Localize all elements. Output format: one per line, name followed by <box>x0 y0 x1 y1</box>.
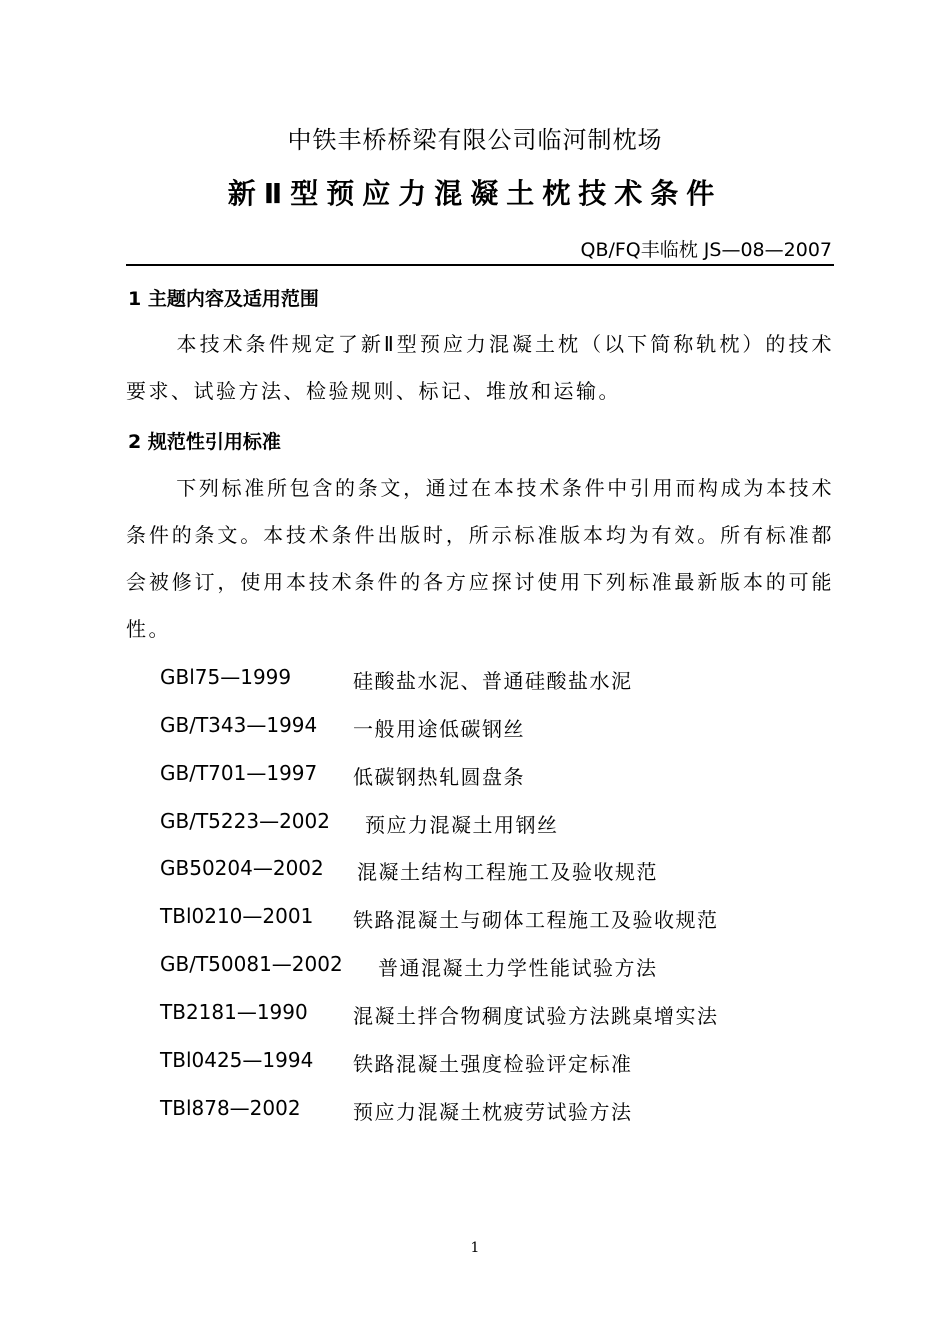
standard-code: GB/T50081—2002 <box>160 952 343 976</box>
standard-code: GB50204—2002 <box>160 856 324 880</box>
standard-name: 预应力混凝土枕疲劳试验方法 <box>353 1100 633 1124</box>
standard-name: 预应力混凝土用钢丝 <box>365 813 559 837</box>
section-1-paragraph <box>126 321 834 415</box>
standard-name: 低碳钢热轧圆盘条 <box>353 765 525 789</box>
document-number: QB/FQ丰临枕 JS—08—2007 <box>580 239 832 261</box>
standard-name: 铁路混凝土与砌体工程施工及验收规范 <box>353 908 719 932</box>
section-2-heading: 2 规范性引用标准 <box>128 431 281 453</box>
section-1-heading: 1 主题内容及适用范围 <box>128 288 319 310</box>
document-title: 新Ⅱ型预应力混凝土枕技术条件 <box>227 177 723 210</box>
standard-name: 一般用途低碳钢丝 <box>353 717 525 741</box>
standard-name: 混凝土拌合物稠度试验方法跳桌增实法 <box>353 1004 719 1028</box>
standard-code: GB/T5223—2002 <box>160 809 330 833</box>
company-name: 中铁丰桥桥梁有限公司临河制枕场 <box>287 126 663 154</box>
standard-name: 硅酸盐水泥、普通硅酸盐水泥 <box>353 669 633 693</box>
standard-name: 混凝土结构工程施工及验收规范 <box>357 860 658 884</box>
section-2-text: 下列标准所包含的条文，通过在本技术条件中引用而构成为本技术条件的条文。本技术条件出版时，所示标准版本均为有效。所有标准都会被修订，使用本技术条件的各方应探讨使用下列标准最新版本的可能性。 <box>126 476 834 641</box>
page-number: 1 <box>470 1240 480 1256</box>
standard-code: TB2181—1990 <box>160 1000 308 1024</box>
section-1-text: 本技术条件规定了新Ⅱ型预应力混凝土枕（以下简称轨枕）的技术要求、试验方法、检验规则、标记、堆放和运输。 <box>126 332 834 403</box>
standard-name: 铁路混凝土强度检验评定标准 <box>353 1052 633 1076</box>
section-2-paragraph <box>126 465 834 653</box>
standard-name: 普通混凝土力学性能试验方法 <box>378 956 658 980</box>
header-rule <box>126 264 834 266</box>
standard-code: TBl878—2002 <box>160 1096 301 1120</box>
standard-code: GB/T701—1997 <box>160 761 318 785</box>
standard-code: TBl0425—1994 <box>160 1048 314 1072</box>
standard-code: GB/T343—1994 <box>160 713 318 737</box>
standard-code: TBl0210—2001 <box>160 904 314 928</box>
standard-code: GBl75—1999 <box>160 665 292 689</box>
